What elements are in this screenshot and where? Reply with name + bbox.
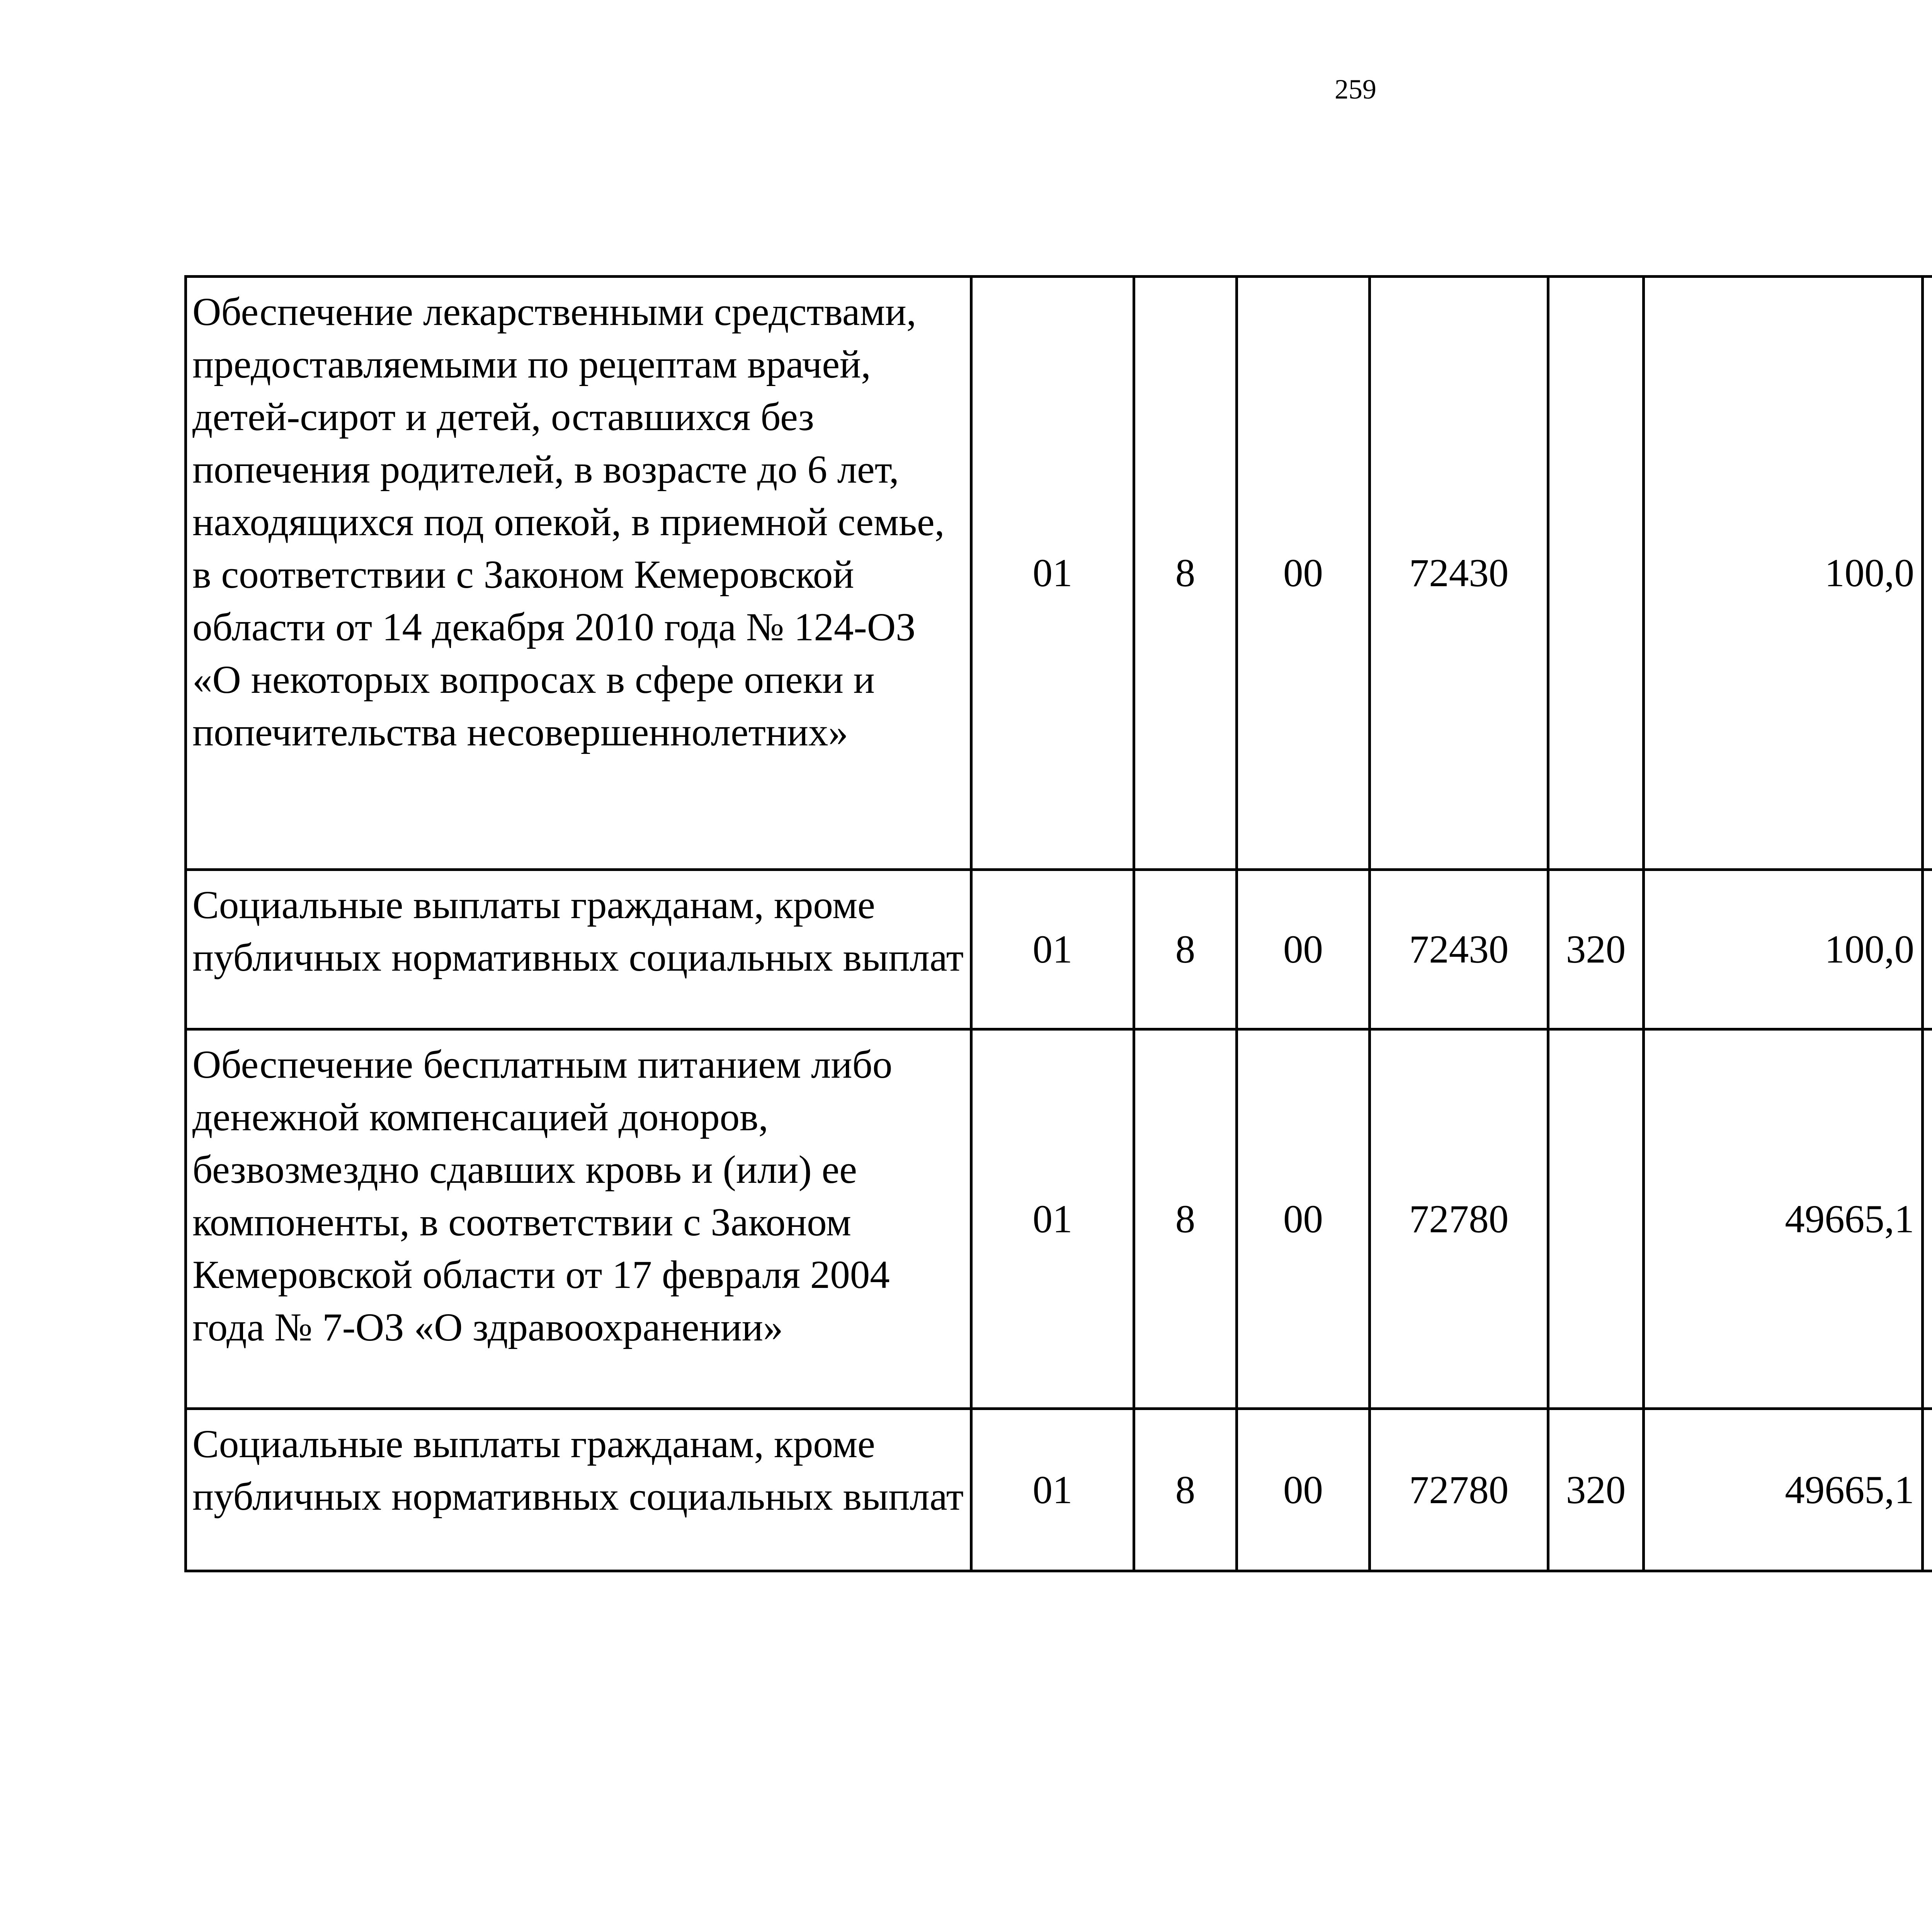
row-name-cell: Социальные выплаты гражданам, кроме публичных нормативных социальных выплат (186, 1409, 971, 1571)
expense-type-cell (1548, 1029, 1644, 1409)
expense-type-cell: 320 (1548, 1409, 1644, 1571)
main-event-code-cell: 00 (1237, 870, 1370, 1029)
year2-amount-cell (1923, 1029, 1932, 1409)
main-event-code-cell: 00 (1237, 277, 1370, 870)
year1-amount-cell: 100,0 (1644, 277, 1923, 870)
year2-amount-cell (1923, 870, 1932, 1029)
program-code-cell: 01 (971, 1409, 1134, 1571)
row-name-cell: Обеспечение лекарственными средствами, предоставляемыми по рецептам врачей, детей-сирот и детей, оставшихся без попечения родителей, в возрасте до 6 лет, находящихся под опекой, в приемной семье, в соответствии с Законом Кемеровской области от 14 декабря 2010 года № 124-ОЗ «О некоторых вопросах в сфере опеки и попечительства несовершеннолетних» (186, 277, 971, 870)
program-code-cell: 01 (971, 870, 1134, 1029)
table-row (186, 277, 1932, 870)
budget-table (184, 275, 1932, 1572)
page-number: 259 (1335, 74, 1376, 105)
subprogram-code-cell: 8 (1134, 277, 1237, 870)
expense-type-cell (1548, 277, 1644, 870)
table-row (186, 870, 1932, 1029)
direction-code-cell: 72430 (1370, 277, 1548, 870)
expense-type-cell: 320 (1548, 870, 1644, 1029)
main-event-code-cell: 00 (1237, 1409, 1370, 1571)
table-row (186, 1409, 1932, 1571)
year1-amount-cell: 100,0 (1644, 870, 1923, 1029)
year1-amount-cell: 49665,1 (1644, 1409, 1923, 1571)
row-name-cell: Обеспечение бесплатным питанием либо денежной компенсацией доноров, безвозмездно сдавших кровь и (или) ее компоненты, в соответствии с Законом Кемеровской области от 17 февраля 2004 года № 7-ОЗ «О здравоохранении» (186, 1029, 971, 1409)
year2-amount-cell (1923, 277, 1932, 870)
direction-code-cell: 72430 (1370, 870, 1548, 1029)
program-code-cell: 01 (971, 1029, 1134, 1409)
subprogram-code-cell: 8 (1134, 1029, 1237, 1409)
year1-amount-cell: 49665,1 (1644, 1029, 1923, 1409)
year2-amount-cell (1923, 1409, 1932, 1571)
table-row (186, 1029, 1932, 1409)
main-event-code-cell: 00 (1237, 1029, 1370, 1409)
subprogram-code-cell: 8 (1134, 870, 1237, 1029)
direction-code-cell: 72780 (1370, 1409, 1548, 1571)
subprogram-code-cell: 8 (1134, 1409, 1237, 1571)
program-code-cell: 01 (971, 277, 1134, 870)
direction-code-cell: 72780 (1370, 1029, 1548, 1409)
row-name-cell: Социальные выплаты гражданам, кроме публичных нормативных социальных выплат (186, 870, 971, 1029)
